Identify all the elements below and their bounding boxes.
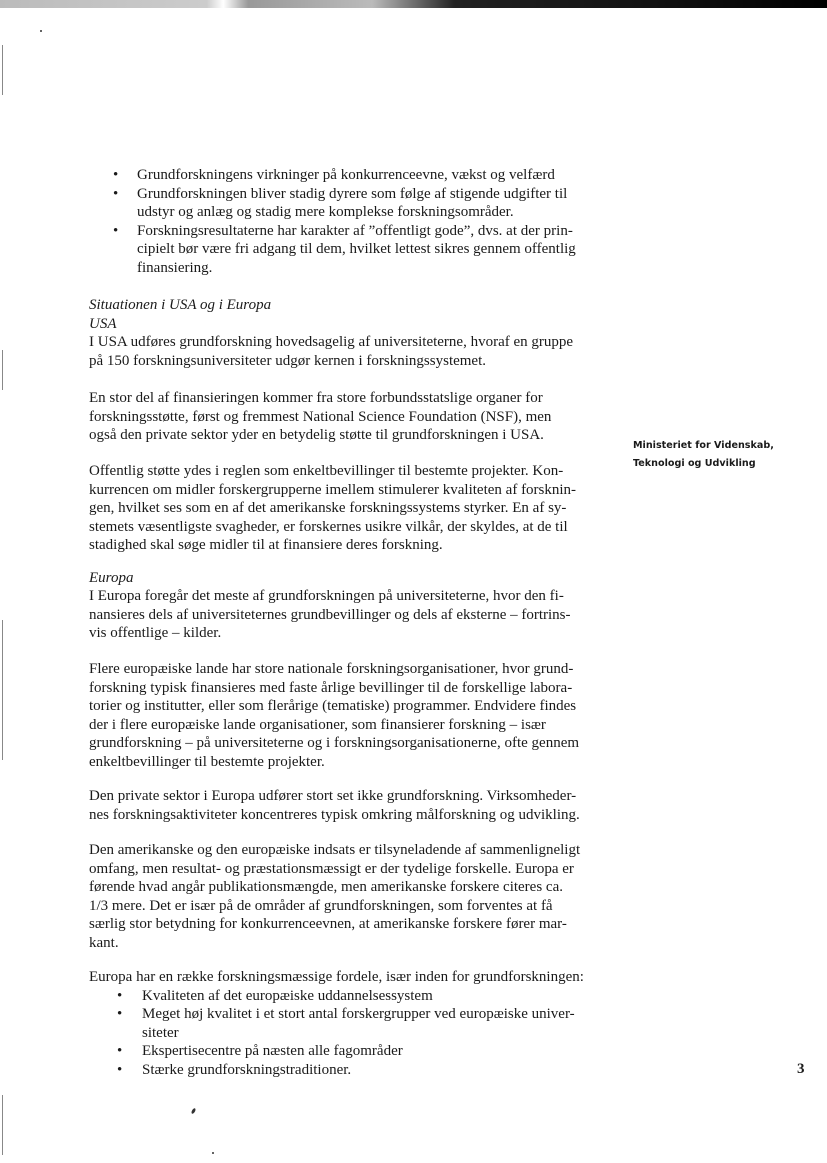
europa-section bbox=[89, 569, 619, 588]
text-lines bbox=[89, 787, 619, 824]
ministry-name-line1: Ministeriet for Videnskab, bbox=[633, 440, 774, 451]
europa-paragraph bbox=[89, 587, 619, 643]
text-line: enkeltbevillinger til bestemte projekter. bbox=[89, 753, 325, 770]
ministry-sidebar bbox=[633, 437, 813, 473]
text-line: I USA udføres grundforskning hovedsagelig af universiteterne, hvoraf en gruppe bbox=[89, 334, 574, 350]
text-line: Flere europæiske lande har store nationale forskningsorganisationer, hvor grund- bbox=[89, 661, 574, 677]
text-line: grundforskning – på universiteterne og i forskningsorganisationerne, ofte gennem bbox=[89, 735, 580, 751]
text-line: Den amerikanske og den europæiske indsats er tilsyneladende af sammenligneligt bbox=[89, 842, 581, 858]
text-line: omfang, men resultat- og præstationsmæssigt er der tydelige forskelle. Europa er bbox=[89, 860, 574, 877]
text-line: nansieres dels af universiteternes grundbevillinger og dels af eksterne – fortrins- bbox=[89, 606, 571, 623]
europa-heading: Europa bbox=[89, 570, 134, 586]
bullet-icon: • bbox=[113, 185, 119, 202]
text-lines bbox=[89, 841, 619, 952]
page-number: 3 bbox=[797, 1061, 805, 1077]
bullet-icon: • bbox=[117, 987, 123, 1004]
text-line: stadighed skal søge midler til at finansiere deres forskning. bbox=[89, 537, 443, 553]
usa-section bbox=[89, 296, 619, 333]
text-line: Kvaliteten af det europæiske uddannelsessystem bbox=[142, 987, 433, 1004]
scan-speck bbox=[212, 1152, 214, 1154]
text-lines bbox=[89, 587, 619, 643]
text-lines bbox=[89, 333, 619, 370]
text-line: finansiering. bbox=[137, 259, 213, 276]
bullet-item bbox=[89, 1042, 649, 1061]
text-line: Den private sektor i Europa udfører stort set ikke grundforskning. Virksomheder- bbox=[89, 788, 577, 804]
scan-top-edge bbox=[0, 0, 827, 8]
text-line: der i flere europæiske lande organisationer, som finansierer forskning – især bbox=[89, 716, 546, 733]
text-line: Meget høj kvalitet i et stort antal forskergrupper ved europæiske univer- bbox=[142, 1006, 575, 1022]
text-line: Grundforskningens virkninger på konkurrenceevne, vækst og velfærd bbox=[137, 167, 555, 183]
bullet-item bbox=[89, 1005, 649, 1042]
text-line: udstyr og anlæg og stadig mere komplekse forskningsområder. bbox=[137, 204, 514, 220]
bullet-icon: • bbox=[113, 167, 119, 183]
scan-left-mark bbox=[2, 45, 3, 95]
europa-paragraph bbox=[89, 787, 619, 824]
scan-left-mark bbox=[2, 620, 3, 760]
bullet-icon: • bbox=[117, 1061, 123, 1078]
text-line: nes forskningsaktiviteter koncentreres typisk omkring målforskning og udvikling. bbox=[89, 806, 580, 823]
text-lines bbox=[142, 987, 649, 1006]
text-line: gen, hvilket ses som en af det amerikanske forskningssystems styrker. En af sy- bbox=[89, 500, 567, 516]
scan-speck bbox=[191, 1108, 197, 1115]
text-lines bbox=[142, 1042, 649, 1061]
text-lines bbox=[89, 660, 619, 771]
ministry-name-line2: Teknologi og Udvikling bbox=[633, 458, 756, 469]
text-line: Grundforskningen bliver stadig dyrere som følge af stigende udgifter til bbox=[137, 185, 568, 202]
usa-paragraph bbox=[89, 389, 619, 445]
text-line: vis offentlige – kilder. bbox=[89, 625, 222, 641]
bullet-icon: • bbox=[117, 1043, 123, 1059]
text-lines bbox=[142, 1061, 649, 1080]
bullet-item bbox=[89, 987, 649, 1006]
text-lines bbox=[137, 185, 619, 222]
text-line: forskningsstøtte, først og fremmest National Science Foundation (NSF), men bbox=[89, 408, 552, 425]
scan-speck bbox=[40, 30, 42, 32]
top-bullet-list bbox=[89, 166, 619, 277]
text-lines bbox=[137, 166, 619, 185]
advantages-intro: Europa har en række forskningsmæssige fordele, især inden for grundforskningen: bbox=[89, 969, 584, 985]
section-heading: Situationen i USA og i Europa bbox=[89, 297, 272, 313]
bullet-item bbox=[89, 185, 619, 222]
scan-left-mark bbox=[2, 350, 3, 390]
advantages-list bbox=[89, 987, 649, 1080]
europa-paragraph bbox=[89, 660, 619, 771]
usa-paragraph bbox=[89, 462, 619, 555]
text-line: også den private sektor yder en betydelig støtte til grundforskningen i USA. bbox=[89, 427, 544, 443]
text-line: kant. bbox=[89, 934, 119, 951]
bullet-list bbox=[89, 166, 619, 277]
usa-heading: USA bbox=[89, 315, 117, 332]
text-line: førende hvad angår publikationsmængde, men amerikanske forskere citeres ca. bbox=[89, 879, 563, 895]
text-line: siteter bbox=[142, 1024, 179, 1041]
text-lines bbox=[137, 222, 619, 278]
text-line: 1/3 mere. Det er især på de områder af grundforskningen, som forventes at få bbox=[89, 897, 553, 914]
bullet-item bbox=[89, 222, 619, 278]
bullet-icon: • bbox=[113, 222, 119, 239]
text-lines bbox=[89, 462, 619, 555]
text-lines bbox=[89, 389, 619, 445]
advantages-block bbox=[89, 968, 649, 1079]
text-lines bbox=[142, 1005, 649, 1042]
text-line: I Europa foregår det meste af grundforskningen på universiteterne, hvor den fi- bbox=[89, 588, 564, 604]
usa-paragraph bbox=[89, 333, 619, 370]
text-line: Forskningsresultaterne har karakter af ”offentligt gode”, dvs. at der prin- bbox=[137, 222, 573, 239]
text-line: torier og institutter, eller som flerårige (tematiske) programmer. Endvidere findes bbox=[89, 698, 577, 714]
text-line: Ekspertisecentre på næsten alle fagområder bbox=[142, 1043, 403, 1059]
text-line: cipielt bør være fri adgang til dem, hvilket lettest sikres gennem offentlig bbox=[137, 241, 576, 257]
text-line: stemets væsentligste svagheder, er forskernes usikre vilkår, der skyldes, at de til bbox=[89, 518, 568, 535]
text-line: på 150 forskningsuniversiteter udgør kernen i forskningssystemet. bbox=[89, 352, 487, 369]
text-line: En stor del af finansieringen kommer fra store forbundsstatslige organer for bbox=[89, 390, 543, 406]
europa-paragraph bbox=[89, 841, 619, 952]
bullet-item bbox=[89, 166, 619, 185]
text-line: Offentlig støtte ydes i reglen som enkeltbevillinger til bestemte projekter. Kon- bbox=[89, 463, 564, 479]
text-line: forskning typisk finansieres med faste årlige bevillinger til de forskellige labora- bbox=[89, 679, 573, 696]
scan-left-mark bbox=[2, 1095, 3, 1155]
text-line: særlig stor betydning for konkurrenceevnen, at amerikanske forskere fører mar- bbox=[89, 916, 567, 932]
bullet-icon: • bbox=[117, 1006, 123, 1022]
bullet-item bbox=[89, 1061, 649, 1080]
text-line: Stærke grundforskningstraditioner. bbox=[142, 1061, 352, 1078]
text-line: kurrencen om midler forskergrupperne imellem stimulerer kvaliteten af forsknin- bbox=[89, 481, 577, 498]
